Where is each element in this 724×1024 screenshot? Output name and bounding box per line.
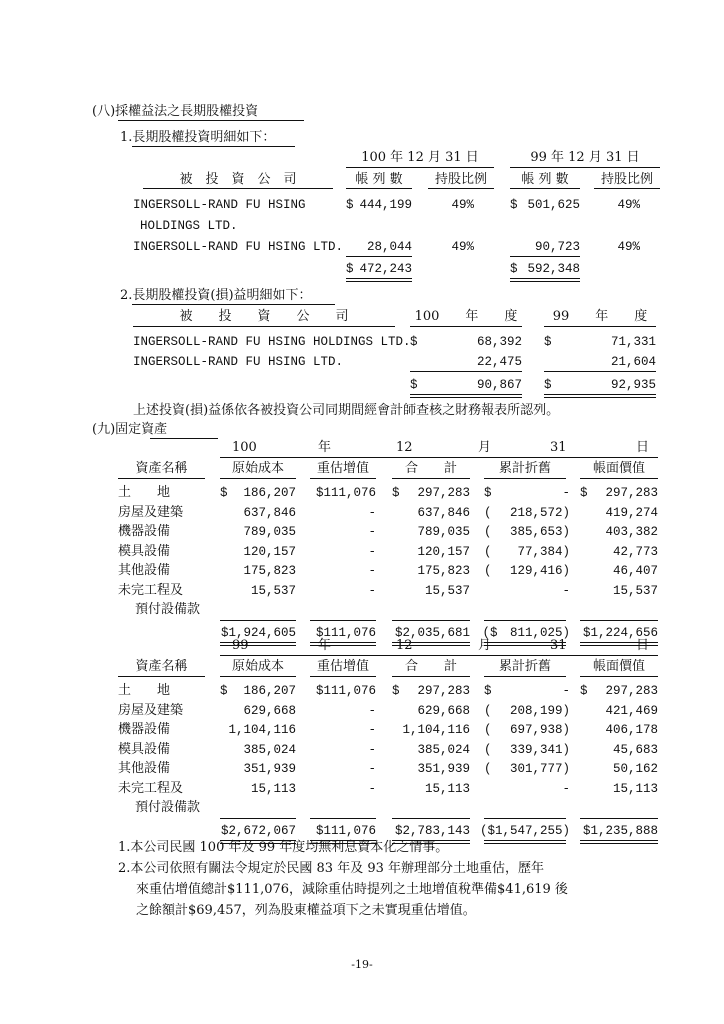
asset-name: 其他設備 bbox=[118, 563, 171, 578]
asset-name-cont: 預付設備款 bbox=[135, 800, 201, 815]
total-amount: 789,035 bbox=[417, 525, 470, 539]
dollar-sign: $ bbox=[346, 262, 354, 276]
column-header-rule bbox=[484, 478, 566, 479]
income-99: 21,604 bbox=[610, 355, 656, 369]
subtotal-rule bbox=[484, 818, 566, 819]
subtotal-rule bbox=[310, 620, 376, 621]
asset-name: 模具設備 bbox=[118, 543, 171, 559]
total-double-rule-99 bbox=[544, 394, 656, 398]
date-day-unit: 日 bbox=[636, 638, 650, 653]
asset-name: 房屋及建築 bbox=[118, 504, 184, 520]
dollar-sign: $ bbox=[220, 486, 228, 500]
total-income-99: 92,935 bbox=[610, 378, 656, 392]
original-cost: 789,035 bbox=[243, 525, 296, 539]
accumulated-depreciation: 301,777) bbox=[509, 762, 570, 776]
revaluation-increment: - bbox=[368, 723, 376, 737]
revaluation-increment: - bbox=[368, 703, 376, 718]
date-month-unit: 月 bbox=[478, 440, 492, 455]
ratio-100: 49% bbox=[451, 198, 474, 212]
dollar-sign: $ bbox=[510, 198, 518, 212]
original-cost: 351,939 bbox=[243, 762, 296, 776]
open-paren: ( bbox=[484, 742, 492, 757]
dollar-sign: $ bbox=[580, 684, 588, 698]
revaluation-increment: - bbox=[368, 564, 376, 578]
column-header-name: 資產名稱 bbox=[135, 461, 188, 476]
open-paren: ( bbox=[484, 525, 492, 539]
income-100: 22,475 bbox=[476, 355, 522, 369]
accumulated-depreciation: 385,653) bbox=[509, 525, 570, 539]
column-header-rule bbox=[310, 676, 376, 677]
note-line: 1.本公司民國 100 年及 99 年度均無利息資本化之情事。 bbox=[118, 840, 449, 855]
asset-name-cont: 預付設備款 bbox=[135, 602, 201, 617]
subtotal-rule bbox=[392, 818, 470, 819]
col-ratio-99-rule bbox=[594, 188, 660, 189]
section-8-title: (八)採權益法之長期股權投資 bbox=[92, 104, 259, 119]
date-month-unit: 月 bbox=[478, 638, 492, 653]
subtotal-rule bbox=[580, 818, 658, 819]
revaluation-increment: - bbox=[368, 525, 376, 539]
asset-name: 未完工程及 bbox=[118, 780, 184, 796]
column-header-rule bbox=[392, 478, 470, 479]
date-month: 12 bbox=[396, 638, 413, 653]
total-amount: 385,024 bbox=[417, 742, 470, 757]
book-value: 15,113 bbox=[612, 781, 658, 796]
accumulated-depreciation: - bbox=[562, 486, 570, 500]
date-header-rule bbox=[220, 457, 658, 458]
income-99: 71,331 bbox=[610, 335, 656, 349]
dollar-sign: $ bbox=[392, 486, 400, 500]
original-cost: 175,823 bbox=[243, 564, 296, 578]
subtotal-rule-99 bbox=[544, 371, 656, 372]
asset-name: 模具設備 bbox=[118, 741, 171, 757]
column-header-reval: 重估增值 bbox=[316, 659, 369, 674]
asset-name: 機器設備 bbox=[118, 722, 171, 737]
book-value: 45,683 bbox=[612, 742, 658, 757]
investee-name-cont: HOLDINGS LTD. bbox=[140, 219, 238, 233]
total-accumulated-depreciation: ($ 811,025) bbox=[482, 625, 570, 640]
column-header-rule bbox=[392, 676, 470, 677]
col-amount-100-rule bbox=[346, 188, 412, 189]
col-year-100: 100 年 度 bbox=[414, 309, 518, 324]
original-cost: 1,104,116 bbox=[228, 723, 296, 737]
asset-name: 機器設備 bbox=[118, 524, 171, 539]
total-double-rule bbox=[484, 840, 566, 844]
date-year-unit: 年 bbox=[318, 440, 332, 455]
date-day-unit: 日 bbox=[636, 440, 650, 455]
section-9-title-underline bbox=[150, 438, 218, 439]
dollar-sign: $ bbox=[580, 486, 588, 500]
column-header-accum: 累計折舊 bbox=[498, 659, 551, 674]
book-value: 421,469 bbox=[605, 703, 658, 718]
investee-name: INGERSOLL-RAND FU HSING HOLDINGS LTD. bbox=[133, 335, 411, 349]
book-value: 50,162 bbox=[612, 762, 658, 776]
col-investee-company-2-rule bbox=[133, 326, 395, 327]
col-ratio-99: 持股比例 bbox=[600, 172, 653, 187]
column-header-total: 合 計 bbox=[404, 461, 457, 476]
original-cost: 15,113 bbox=[250, 781, 296, 796]
col-ratio-100: 持股比例 bbox=[434, 172, 487, 187]
total-amount: 15,537 bbox=[424, 583, 470, 598]
date-header-100-rule bbox=[346, 167, 494, 168]
subtotal-rule bbox=[310, 818, 376, 819]
dollar-sign: $ bbox=[544, 378, 552, 392]
total-original-cost: $2,672,067 bbox=[220, 823, 296, 838]
book-value: 15,537 bbox=[612, 583, 658, 598]
col-ratio-100-rule bbox=[428, 188, 494, 189]
total-double-rule-100 bbox=[410, 394, 522, 398]
total-accumulated-depreciation: ($1,547,255) bbox=[479, 823, 570, 838]
investee-name: INGERSOLL-RAND FU HSING LTD. bbox=[133, 355, 344, 369]
book-value: 297,283 bbox=[605, 684, 658, 698]
subsection-2-title: 2.長期股權投資(損)益明細如下： bbox=[120, 288, 312, 303]
revaluation-increment: - bbox=[368, 583, 376, 598]
revaluation-increment: - bbox=[368, 781, 376, 796]
date-day: 31 bbox=[550, 638, 567, 653]
total-revaluation: $111,076 bbox=[315, 823, 376, 838]
accumulated-depreciation: - bbox=[562, 684, 570, 698]
original-cost: 186,207 bbox=[243, 684, 296, 698]
open-paren: ( bbox=[484, 544, 492, 559]
page-number: -19- bbox=[351, 958, 373, 971]
book-value: 406,178 bbox=[605, 723, 658, 737]
ratio-100: 49% bbox=[451, 240, 474, 254]
total-sum: $2,783,143 bbox=[394, 823, 470, 838]
dollar-sign: $ bbox=[410, 378, 418, 392]
column-header-rule bbox=[484, 676, 566, 677]
column-header-rule bbox=[580, 478, 658, 479]
original-cost: 186,207 bbox=[243, 486, 296, 500]
note-line: 來重估增值總計$111,076，減除重估時提列之土地增值稅準備$41,619 後 bbox=[136, 882, 568, 897]
open-paren: ( bbox=[484, 762, 492, 776]
column-header-cost: 原始成本 bbox=[231, 461, 284, 476]
dollar-sign: $ bbox=[346, 198, 354, 212]
dollar-sign: $ bbox=[510, 262, 518, 276]
total-amount: 629,668 bbox=[417, 703, 470, 718]
column-header-name: 資產名稱 bbox=[135, 659, 188, 674]
asset-name: 土 地 bbox=[118, 683, 171, 698]
total-double-rule-100 bbox=[346, 278, 412, 282]
revaluation-increment: - bbox=[368, 762, 376, 776]
date-month: 12 bbox=[396, 440, 413, 455]
accumulated-depreciation: 77,384) bbox=[517, 544, 570, 559]
column-header-cost: 原始成本 bbox=[231, 659, 284, 674]
accumulated-depreciation: 129,416) bbox=[509, 564, 570, 578]
column-header-rule bbox=[118, 676, 205, 677]
amount-99: 501,625 bbox=[527, 198, 580, 212]
income-100: 68,392 bbox=[476, 335, 522, 349]
date-header-99-rule bbox=[510, 167, 660, 168]
subtotal-rule bbox=[484, 620, 566, 621]
date-year-unit: 年 bbox=[318, 638, 332, 653]
revaluation-increment: $111,076 bbox=[315, 486, 376, 500]
dollar-sign: $ bbox=[392, 684, 400, 698]
total-amount: 297,283 bbox=[417, 684, 470, 698]
column-header-book: 帳面價值 bbox=[592, 461, 645, 476]
col-year-100-rule bbox=[410, 326, 522, 327]
subtotal-rule bbox=[220, 620, 296, 621]
col-investee-company-rule bbox=[143, 188, 333, 189]
original-cost: 637,846 bbox=[243, 505, 296, 520]
col-investee-company-2: 被 投 資 公 司 bbox=[179, 309, 349, 324]
total-sum: $2,035,681 bbox=[394, 625, 470, 640]
total-double-rule-99 bbox=[510, 278, 580, 282]
accumulated-depreciation: 339,341) bbox=[509, 742, 570, 757]
book-value: 46,407 bbox=[612, 564, 658, 578]
col-year-99: 99 年 度 bbox=[552, 309, 648, 324]
original-cost: 120,157 bbox=[243, 544, 296, 559]
subsection-1-title: 1.長期股權投資明細如下： bbox=[120, 130, 276, 145]
column-header-accum: 累計折舊 bbox=[498, 461, 551, 476]
total-amount: 15,113 bbox=[424, 781, 470, 796]
subsection-1-underline bbox=[132, 146, 295, 147]
date-header-rule bbox=[220, 655, 658, 656]
investee-name: INGERSOLL-RAND FU HSING LTD. bbox=[133, 240, 344, 254]
subtotal-rule bbox=[220, 818, 296, 819]
total-income-100: 90,867 bbox=[476, 378, 522, 392]
book-value: 42,773 bbox=[612, 544, 658, 559]
book-value: 297,283 bbox=[605, 486, 658, 500]
investment-note: 上述投資(損)益係依各被投資公司同期間經會計師查核之財務報表所認列。 bbox=[133, 403, 560, 418]
subsection-2-underline bbox=[132, 304, 335, 305]
subtotal-rule bbox=[580, 620, 658, 621]
original-cost: 15,537 bbox=[250, 583, 296, 598]
accumulated-depreciation: 697,938) bbox=[509, 723, 570, 737]
subtotal-rule bbox=[392, 620, 470, 621]
open-paren: ( bbox=[484, 723, 492, 737]
ratio-99: 49% bbox=[617, 198, 640, 212]
amount-99: 90,723 bbox=[534, 240, 580, 254]
amount-100: 444,199 bbox=[359, 198, 412, 212]
column-header-rule bbox=[118, 478, 205, 479]
column-header-rule bbox=[220, 478, 296, 479]
accumulated-depreciation: - bbox=[562, 781, 570, 796]
total-amount: 120,157 bbox=[417, 544, 470, 559]
dollar-sign: $ bbox=[484, 486, 492, 500]
book-value: 403,382 bbox=[605, 525, 658, 539]
col-amount-100: 帳 列 數 bbox=[355, 172, 403, 187]
total-book-value: $1,235,888 bbox=[582, 823, 658, 838]
amount-100: 28,044 bbox=[366, 240, 412, 254]
asset-name: 未完工程及 bbox=[118, 582, 184, 598]
asset-name: 其他設備 bbox=[118, 761, 171, 776]
revaluation-increment: $111,076 bbox=[315, 684, 376, 698]
section-8-title-underline bbox=[118, 120, 304, 121]
col-investee-company: 被 投 資 公 司 bbox=[179, 172, 297, 187]
dollar-sign: $ bbox=[220, 684, 228, 698]
column-header-rule bbox=[310, 478, 376, 479]
asset-name: 房屋及建築 bbox=[118, 702, 184, 718]
section-9-title: (九)固定資產 bbox=[92, 422, 168, 437]
book-value: 419,274 bbox=[605, 505, 658, 520]
accumulated-depreciation: 218,572) bbox=[509, 505, 570, 520]
ratio-99: 49% bbox=[617, 240, 640, 254]
date-header-99: 99 年 12 月 31 日 bbox=[530, 150, 640, 165]
dollar-sign: $ bbox=[544, 335, 552, 349]
total-100: 472,243 bbox=[359, 262, 412, 276]
open-paren: ( bbox=[484, 564, 492, 578]
dollar-sign: $ bbox=[410, 335, 418, 349]
subtotal-rule-100 bbox=[346, 256, 412, 257]
col-amount-99: 帳 列 數 bbox=[521, 172, 569, 187]
total-double-rule bbox=[580, 840, 658, 844]
date-header-100: 100 年 12 月 31 日 bbox=[361, 150, 479, 165]
column-header-reval: 重估增值 bbox=[316, 461, 369, 476]
col-year-99-rule bbox=[544, 326, 656, 327]
original-cost: 629,668 bbox=[243, 703, 296, 718]
total-revaluation: $111,076 bbox=[315, 625, 376, 640]
total-amount: 637,846 bbox=[417, 505, 470, 520]
open-paren: ( bbox=[484, 505, 492, 520]
subtotal-rule-100 bbox=[410, 371, 522, 372]
total-amount: 1,104,116 bbox=[402, 723, 470, 737]
investee-name: INGERSOLL-RAND FU HSING bbox=[133, 198, 306, 212]
column-header-book: 帳面價值 bbox=[592, 659, 645, 674]
original-cost: 385,024 bbox=[243, 742, 296, 757]
revaluation-increment: - bbox=[368, 742, 376, 757]
note-line: 2.本公司依照有關法令規定於民國 83 年及 93 年辦理部分土地重估，歷年 bbox=[118, 861, 545, 876]
subtotal-rule-99 bbox=[510, 256, 580, 257]
asset-name: 土 地 bbox=[118, 485, 171, 500]
date-year: 100 bbox=[232, 440, 257, 455]
open-paren: ( bbox=[484, 703, 492, 718]
total-amount: 175,823 bbox=[417, 564, 470, 578]
date-day: 31 bbox=[550, 440, 567, 455]
accumulated-depreciation: 208,199) bbox=[509, 703, 570, 718]
note-line: 之餘額計$69,457，列為股東權益項下之未實現重估增值。 bbox=[136, 903, 476, 918]
col-amount-99-rule bbox=[510, 188, 580, 189]
revaluation-increment: - bbox=[368, 544, 376, 559]
total-99: 592,348 bbox=[527, 262, 580, 276]
column-header-total: 合 計 bbox=[404, 659, 457, 674]
dollar-sign: $ bbox=[484, 684, 492, 698]
total-original-cost: $1,924,605 bbox=[220, 625, 296, 640]
column-header-rule bbox=[580, 676, 658, 677]
revaluation-increment: - bbox=[368, 505, 376, 520]
column-header-rule bbox=[220, 676, 296, 677]
date-year: 99 bbox=[232, 638, 249, 653]
total-amount: 351,939 bbox=[417, 762, 470, 776]
accumulated-depreciation: - bbox=[562, 583, 570, 598]
total-amount: 297,283 bbox=[417, 486, 470, 500]
total-book-value: $1,224,656 bbox=[582, 625, 658, 640]
